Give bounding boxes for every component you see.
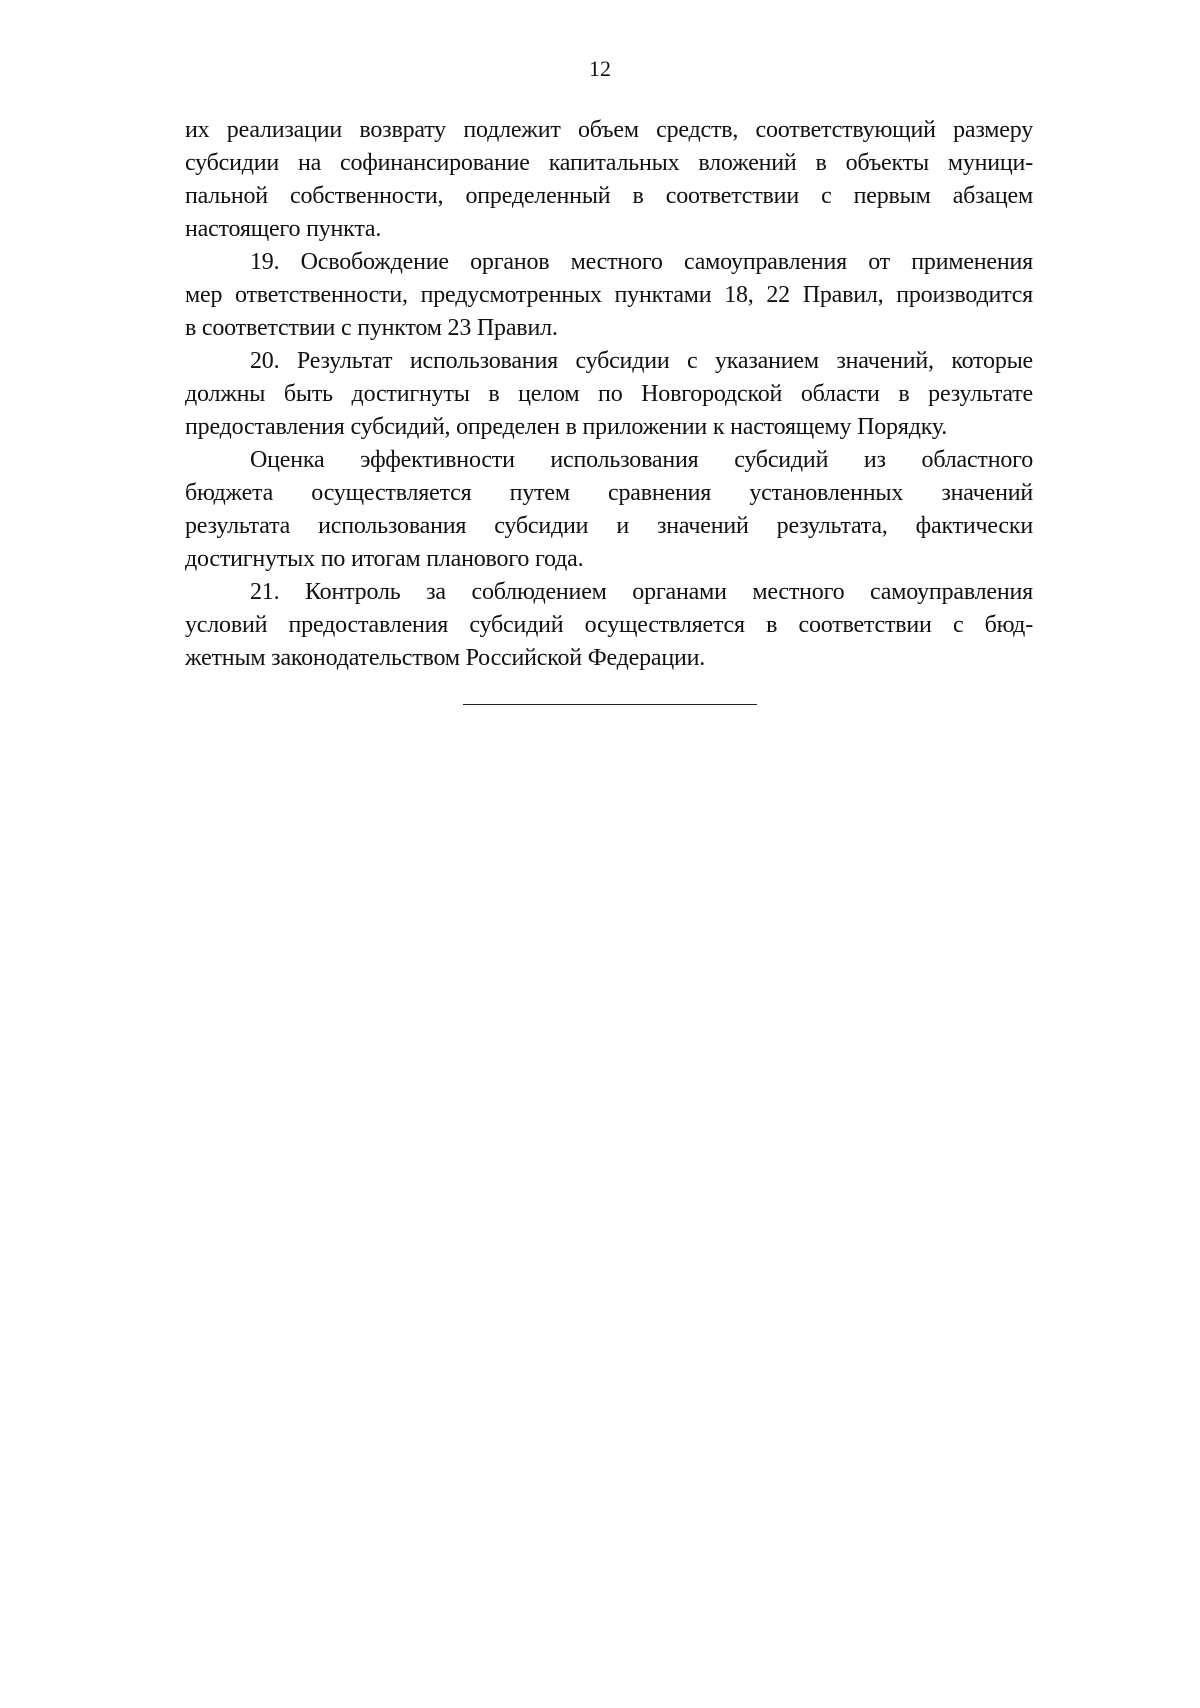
text-line: результата использования субсидии и значений результата, фактически — [185, 513, 1033, 539]
text-line: настоящего пункта. — [185, 216, 382, 242]
text-line: субсидии на софинансирование капитальных вложений в объекты муници- — [185, 150, 1033, 176]
text-line: бюджета осуществляется путем сравнения установленных значений — [185, 480, 1033, 506]
paragraph — [185, 576, 1033, 675]
text-line: в соответствии с пунктом 23 Правил. — [185, 315, 558, 341]
paragraph — [185, 114, 1033, 246]
text-line: жетным законодательством Российской Федерации. — [185, 645, 706, 671]
document-body — [185, 114, 1033, 675]
paragraph — [185, 444, 1033, 576]
text-line: 21. Контроль за соблюдением органами местного самоуправления — [250, 579, 1033, 605]
text-line: 19. Освобождение органов местного самоуправления от применения — [250, 249, 1033, 275]
text-line: их реализации возврату подлежит объем средств, соответствующий размеру — [185, 117, 1033, 143]
text-line: 20. Результат использования субсидии с указанием значений, которые — [250, 348, 1033, 374]
text-line: условий предоставления субсидий осуществляется в соответствии с бюд- — [185, 612, 1033, 638]
text-line: мер ответственности, предусмотренных пунктами 18, 22 Правил, производится — [185, 282, 1033, 308]
paragraph — [185, 246, 1033, 345]
end-divider — [463, 704, 757, 705]
text-line: пальной собственности, определенный в соответствии с первым абзацем — [185, 183, 1033, 209]
text-line: должны быть достигнуты в целом по Новгородской области в результате — [185, 381, 1033, 407]
paragraph — [185, 345, 1033, 444]
page-number: 12 — [589, 56, 611, 81]
text-line: Оценка эффективности использования субсидий из областного — [250, 447, 1033, 473]
text-line: предоставления субсидий, определен в приложении к настоящему Порядку. — [185, 414, 948, 440]
text-line: достигнутых по итогам планового года. — [185, 546, 584, 572]
